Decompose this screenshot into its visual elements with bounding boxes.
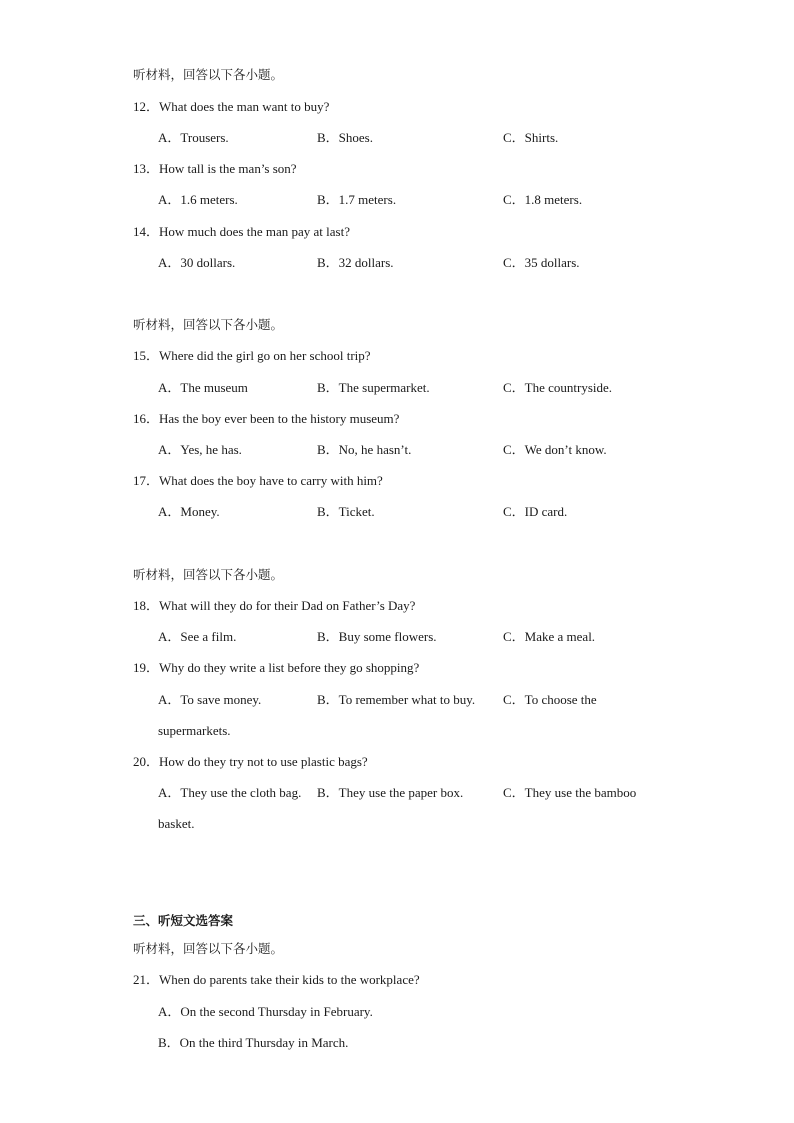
q18-option-b: B．Buy some flowers.	[317, 629, 437, 644]
q14-option-c: C．35 dollars.	[503, 255, 580, 270]
q20-option-b: B．They use the paper box.	[317, 785, 464, 800]
question-14: 14．How much does the man pay at last?	[133, 224, 350, 239]
question-21: 21．When do parents take their kids to the workplace?	[133, 972, 420, 987]
listening-instruction: 听材料，回答以下各小题。	[133, 941, 284, 956]
q17-option-b: B．Ticket.	[317, 504, 375, 519]
question-15: 15．Where did the girl go on her school trip?	[133, 348, 371, 363]
question-19: 19．Why do they write a list before they go shopping?	[133, 660, 420, 675]
q19-option-a: A．To save money.	[158, 692, 262, 707]
q20-option-c-continuation: basket.	[158, 816, 195, 831]
q14-option-a: A．30 dollars.	[158, 255, 236, 270]
q15-option-b: B．The supermarket.	[317, 380, 430, 395]
q16-option-a: A．Yes, he has.	[158, 442, 242, 457]
question-20: 20．How do they try not to use plastic bags?	[133, 754, 368, 769]
listening-instruction: 听材料，回答以下各小题。	[133, 67, 284, 82]
q19-option-c: C．To choose the	[503, 692, 597, 707]
q21-option-b: B．On the third Thursday in March.	[158, 1035, 349, 1050]
q15-option-a: A．The museum	[158, 380, 248, 395]
question-13: 13．How tall is the man’s son?	[133, 161, 297, 176]
q12-option-a: A．Trousers.	[158, 130, 229, 145]
q18-option-a: A．See a film.	[158, 629, 237, 644]
question-12: 12．What does the man want to buy?	[133, 99, 330, 114]
q20-option-a: A．They use the cloth bag.	[158, 785, 302, 800]
q17-option-c: C．ID card.	[503, 504, 568, 519]
question-18: 18．What will they do for their Dad on Father’s Day?	[133, 598, 416, 613]
q13-option-b: B．1.7 meters.	[317, 192, 397, 207]
q14-option-b: B．32 dollars.	[317, 255, 394, 270]
q13-option-c: C．1.8 meters.	[503, 192, 583, 207]
q16-option-b: B．No, he hasn’t.	[317, 442, 412, 457]
q13-option-a: A．1.6 meters.	[158, 192, 238, 207]
q17-option-a: A．Money.	[158, 504, 220, 519]
q16-option-c: C．We don’t know.	[503, 442, 607, 457]
question-17: 17．What does the boy have to carry with him?	[133, 473, 383, 488]
section-heading: 三、听短文选答案	[133, 913, 234, 928]
q21-option-a: A．On the second Thursday in February.	[158, 1004, 373, 1019]
question-16: 16．Has the boy ever been to the history museum?	[133, 411, 400, 426]
q20-option-c: C．They use the bamboo	[503, 785, 637, 800]
q19-option-b: B．To remember what to buy.	[317, 692, 476, 707]
q18-option-c: C．Make a meal.	[503, 629, 596, 644]
q15-option-c: C．The countryside.	[503, 380, 613, 395]
listening-instruction: 听材料，回答以下各小题。	[133, 317, 284, 332]
listening-instruction: 听材料，回答以下各小题。	[133, 567, 284, 582]
q12-option-b: B．Shoes.	[317, 130, 373, 145]
q19-option-c-continuation: supermarkets.	[158, 723, 231, 738]
q12-option-c: C．Shirts.	[503, 130, 559, 145]
